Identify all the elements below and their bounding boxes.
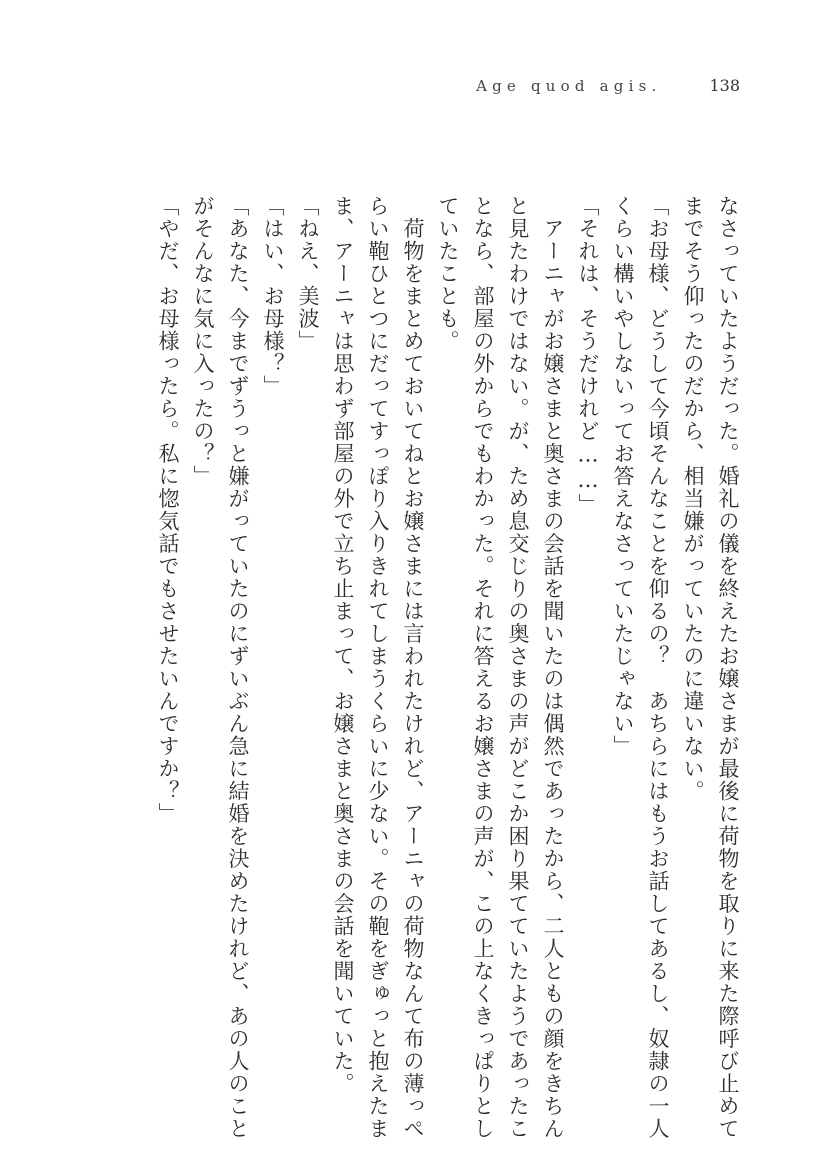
vertical-body-text [150,195,745,1140]
text-line: 「やだ、お母様ったら。私に惚気話でもさせたいんですか？」 [156,195,180,825]
text-line: 「お母様、どうして今頃そんなことを仰るの？ あちらにはもうお話してあるし、奴隷の一人 [646,195,670,1140]
running-title: Age quod agis. [476,77,662,95]
text-line: アーニャがお嬢さまと奥さまの会話を聞いたのは偶然であったから、二人ともの顔をきちん [541,195,565,1140]
text-line: となら、部屋の外からでもわかった。それに答えるお嬢さまの声が、この上なくきっぱりとし [471,195,495,1140]
text-line: ていたことも。 [436,195,460,353]
text-line: くらい構いやしないってお答えなさっていたじゃない」 [611,195,635,758]
running-header [476,76,740,95]
text-line: がそんなに気に入ったの？」 [191,195,215,488]
text-line: ま、アーニャは思わず部屋の外で立ち止まって、お嬢さまと奥さまの会話を聞いていた。 [331,195,355,1095]
text-line: 「ねえ、美波」 [296,195,320,353]
text-line: までそう仰ったのだから、相当嫌がっていたのに違いない。 [681,195,705,803]
text-line: 荷物をまとめておいてねとお嬢さまには言われたけれど、アーニャの荷物なんて布の薄っぺ [401,195,425,1140]
text-line: と見たわけではない。が、ため息交じりの奥さまの声がどこか困り果てていたようであったこ [506,195,530,1140]
page-number: 138 [709,76,740,95]
text-line: 「はい、お母様？」 [261,195,285,398]
text-line: なさっていたようだった。婚礼の儀を終えたお嬢さまが最後に荷物を取りに来た際呼び止めて [716,195,740,1140]
text-line: 「あなた、今までずうっと嫌がっていたのにずいぶん急に結婚を決めたけれど、あの人のこと [226,195,250,1140]
text-line: らい鞄ひとつにだってすっぽり入りきれてしまうくらいに少ない。その鞄をぎゅっと抱えたま [366,195,390,1140]
text-line: 「それは、そうだけれど……」 [576,195,600,516]
